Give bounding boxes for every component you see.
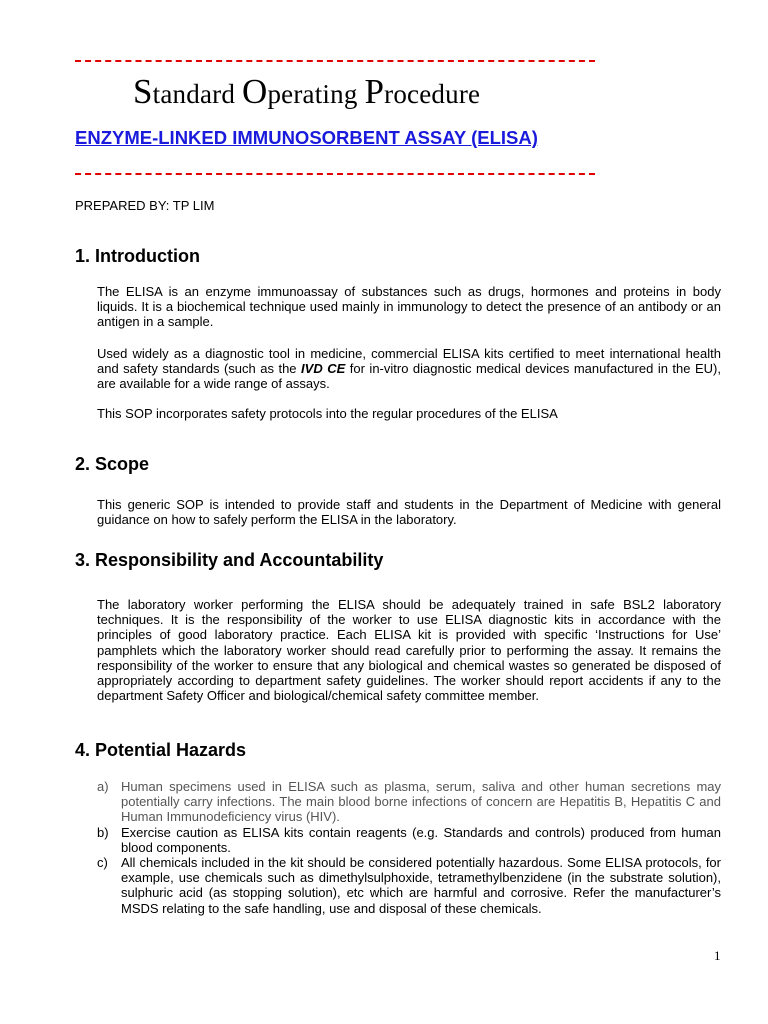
section-heading-introduction: 1. Introduction — [75, 246, 200, 266]
title-initial: P — [364, 72, 385, 111]
list-marker: a) — [97, 779, 109, 794]
list-marker: b) — [97, 825, 109, 840]
bottom-dashed-rule — [75, 173, 595, 175]
section-heading-hazards: 4. Potential Hazards — [75, 740, 247, 760]
section-heading-scope: 2. Scope — [75, 454, 150, 474]
section-heading-responsibility: 3. Responsibility and Accountability — [75, 550, 384, 570]
intro-paragraph-2 — [97, 346, 721, 392]
title-word: tandard — [152, 79, 242, 109]
scope-paragraph: This generic SOP is intended to provide staff and students in the Department of Medicine with general guidance on how to safely perform the ELISA in the laboratory. — [97, 497, 721, 528]
title-initial: O — [241, 72, 268, 111]
page-title — [133, 72, 480, 112]
list-item-text: Human specimens used in ELISA such as plasma, serum, saliva and other human secretions may potentially carry infections. The main blood borne infections of concern are Hepatitis B, Hepatitis C and Human Immunodeficiency virus (HIV). — [121, 779, 721, 825]
title-initial: S — [133, 72, 153, 111]
prepared-by: PREPARED BY: TP LIM — [75, 198, 215, 213]
page-number: 1 — [714, 948, 721, 963]
intro-p2-text: Used widely as a diagnostic tool in medicine, commercial ELISA kits certified to meet international health and safety standards (such as the — [97, 346, 721, 377]
intro-paragraph-3: This SOP incorporates safety protocols into the regular procedures of the ELISA — [97, 406, 558, 421]
list-item-text: All chemicals included in the kit should be considered potentially hazardous. Some ELISA protocols, for example, use chemicals such as dimethylsulphoxide, tetramethylbenzidene (in the substrate solution), sulphuric acid (as stopping solution), etc which are harmful and corrosive. Refer the manufacturer’s MSDS relating to the safe handling, use and disposal of these chemicals. — [121, 855, 721, 916]
intro-p2-text: for in-vitro diagnostic medical devices manufactured in the EU), are available for a wide range of assays. — [97, 361, 721, 392]
title-word: rocedure — [384, 79, 481, 109]
list-item — [97, 825, 721, 855]
title-word: perating — [267, 79, 365, 109]
top-dashed-rule — [75, 60, 595, 62]
list-item — [97, 779, 721, 825]
list-item-text: Exercise caution as ELISA kits contain reagents (e.g. Standards and controls) produced from human blood components. — [121, 825, 721, 856]
intro-paragraph-1: The ELISA is an enzyme immunoassay of substances such as drugs, hormones and proteins in body liquids. It is a biochemical technique used mainly in immunology to detect the presence of an antibody or an antigen in a sample. — [97, 284, 721, 330]
list-item — [97, 855, 721, 916]
responsibility-paragraph: The laboratory worker performing the ELISA should be adequately trained in safe BSL2 laboratory techniques. It is the responsibility of the worker to use ELISA diagnostic kits in accordance with the principles of good laboratory practice. Each ELISA kit is provided with specific ‘Instructions for Use’ pamphlets which the laboratory worker should read carefully prior to performing the assay. It remains the responsibility of the worker to ensure that any biological and chemical wastes so generated be disposed of appropriately according to department safety guidelines. The worker should report accidents if any to the department Safety Officer and biological/chemical safety committee member. — [97, 597, 721, 704]
ivd-ce-emphasis: IVD CE — [301, 361, 346, 377]
list-marker: c) — [97, 855, 108, 870]
document-subtitle: ENZYME-LINKED IMMUNOSORBENT ASSAY (ELISA) — [75, 127, 538, 148]
